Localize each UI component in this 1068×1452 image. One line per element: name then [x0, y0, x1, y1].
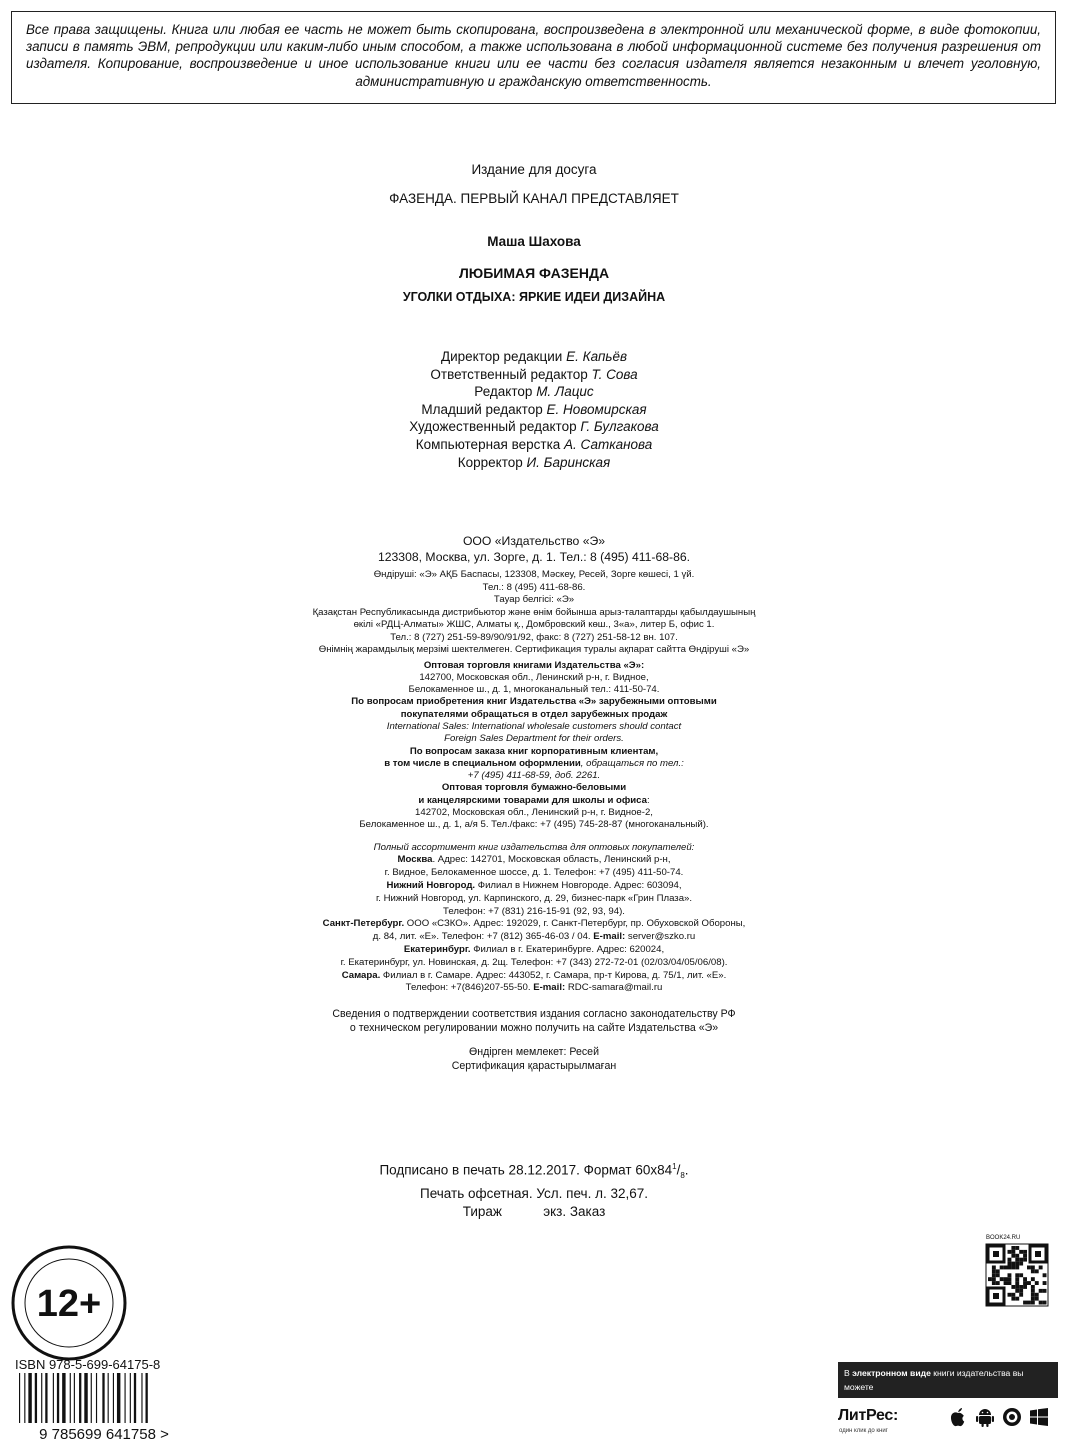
barcode-bar [113, 1373, 114, 1423]
barcode [13, 1373, 195, 1441]
qr-module [1019, 1285, 1023, 1289]
barcode-bar [146, 1373, 148, 1423]
qr-module [1039, 1289, 1043, 1293]
corporate-heading: По вопросам заказа книг корпоративным клиентам, [409, 745, 659, 757]
qr-module [1027, 1281, 1031, 1285]
isbn: ISBN 978-5-699-64175-8 [15, 1357, 161, 1372]
qr-module [1008, 1281, 1012, 1285]
barcode-bar [74, 1373, 75, 1423]
barcode-bar [70, 1373, 71, 1423]
qr-module [1011, 1250, 1015, 1254]
apple-icon [948, 1406, 968, 1428]
barcode-bar [79, 1373, 81, 1423]
litres-logo: ЛитРес: [838, 1407, 898, 1424]
qr-module [1008, 1273, 1012, 1277]
kz-footer: Өндірген мемлекет: Ресей Сертификация қарастырылмаған [451, 1046, 617, 1073]
qr-module [1004, 1281, 1008, 1285]
credit-row: Младший редактор Е. Новомирская [421, 401, 647, 417]
book-subtitle: УГОЛКИ ОТДЫХА: ЯРКИЕ ИДЕИ ДИЗАЙНА [402, 290, 666, 304]
qr-module [1023, 1258, 1027, 1262]
barcode-bar [117, 1373, 120, 1423]
qr-module [1035, 1297, 1039, 1301]
qr-module [1031, 1277, 1035, 1281]
credit-row: Компьютерная верстка А. Сатканова [415, 436, 653, 452]
author: Маша Шахова [487, 234, 581, 249]
barcode-bar [130, 1373, 131, 1423]
qr-module [1031, 1285, 1035, 1289]
qr-module [1035, 1293, 1039, 1297]
qr-module [1031, 1293, 1035, 1297]
qr-module [1011, 1254, 1015, 1258]
litres-promo [838, 1362, 1058, 1440]
qr-module [1035, 1269, 1039, 1273]
qr-module [1015, 1277, 1019, 1281]
litres-banner: В электронном виде книги издательства вы можете купить на www.litres.ru [838, 1362, 1058, 1398]
qr-module [992, 1277, 996, 1281]
qr-module [1023, 1285, 1027, 1289]
qr-module [1011, 1262, 1015, 1266]
qr-module [1027, 1266, 1031, 1270]
foreign-heading: По вопросам приобретения книг Издательства «Э» зарубежными оптовыми [351, 696, 717, 708]
barcode-bar [134, 1373, 136, 1423]
qr-module [1008, 1250, 1012, 1254]
qr-module [1019, 1273, 1023, 1277]
qr-module [1031, 1301, 1035, 1305]
qr-module [1023, 1301, 1027, 1305]
qr-module [1015, 1258, 1019, 1262]
edition-type: Издание для досуга [471, 162, 597, 177]
barcode-bar [35, 1373, 37, 1423]
qr-module [992, 1273, 996, 1277]
qr-module [1043, 1281, 1047, 1285]
qr-module [1004, 1266, 1008, 1270]
legal-info-block: Өндіруші: «Э» АҚБ Баспасы, 123308, Мәскеу, Ресей, Зорге көшесі, 1 үй. Тел.: 8 (495) 411-68-86. Тауар белгісі: «Э» Қазақстан Республикасында дистрибьютор және өнім бойынша арыз-талаптарды қабылдаушының өкілі «РДЦ-Алматы» ЖШС, Алматы қ., Домбровский көш., 3«а», литер Б, офис 1. Тел.: 8 (727) 251-59-89/90/91/92, факс: 8 (727) 251-58-12 вн. 107. Өнімнің жарамдылық мерзімі шектелмеген. Сертификация туралы ақпарат сайтта Өндіруші «Э» Оптовая торговля книгами Издательства «Э»: 142700, Московская обл., Ленинский р-н, г. Видное, Белокаменное ш., д. 1, многоканальный тел.: 411-50-74. По вопросам приобретения книг Издательства «Э» зарубежными оптовыми покупателями обращаться в отдел зарубежных продаж International Sales: International wholesale customers should contact Foreign Sales Department for their orders. По вопросам заказа книг корпоративным клиентам, в том числе в специальном оформлении, обращаться по тел.: +7 (495) 411-68-59, доб. 2261. Оптовая торговля бумажно-беловыми и канцелярскими товарами для школы и офиса: 142702, Московская обл., Ленинский р-н, г. Видное-2, Белокаменное ш., д. 1, а/я 5. Тел./факс: +7 (495) 745-28-87 (многоканальный). Полный ассортимент книг издательства для оптовых покупателей: Москва. Адрес: 142701, Московская область, Ленинский р-н, г. Видное, Белокаменное шоссе, д. 1. Телефон: +7 (495) 411-50-74. Нижний Новгород. Филиал в Нижнем Новгороде. Адрес: 603094, г. Нижний Новгород, ул. Карпинского, д. 29, бизнес-парк «Грин Плаза». Телефон: +7 (831) 216-15-91 (92, 93, 94). Санкт-Петербург. ООО «СЗКО». Адрес: 192029, г. Санкт-Петербург, пр. Обуховской Обороны, д. 84, лит. «Е». Телефон: +7 (812) 365-46-03 / 04. E-mail: server@szko.ru Екатеринбург. Филиал в г. Екатеринбурге. Адрес: 620024, г. Екатеринбург, ул. Новинская, д. 2щ. Телефон: +7 (343) 272-72-01 (02/03/04/05/06/08). Самара. Филиал в г. Самаре. Адрес: 443052, г. Самара, пр-т Кирова, д. 75/1, лит. «Е». Телефон: +7(846)207-55-50. E-mail: RDC-samara@mail.ru Сведения о подтверждении соответствия издания согласно законодательству РФ о техническом регулировании можно получить на сайте Издательства «Э» Өндірген мемлекет: Ресей Сертификация қарастырылмаған [0, 569, 1068, 1073]
qr-module [1011, 1297, 1015, 1301]
qr-module [1008, 1277, 1012, 1281]
barcode-bar [57, 1373, 59, 1423]
blackberry-icon [1002, 1406, 1022, 1428]
qr-module [1043, 1273, 1047, 1277]
qr-module [1031, 1266, 1035, 1270]
qr-module [1023, 1281, 1027, 1285]
publisher-block [0, 534, 1068, 565]
qr-module [1000, 1277, 1004, 1281]
conformity-notice: Сведения о подтверждении соответствия издания согласно законодательству РФ о техническом регулировании можно получить на сайте Издательства «Э» [332, 1008, 736, 1035]
publisher-name: ООО «Издательство «Э» [462, 534, 606, 548]
qr-module [1008, 1262, 1012, 1266]
credit-row: Ответственный редактор Т. Сова [430, 366, 638, 382]
barcode-bar [102, 1373, 104, 1423]
qr-module [1015, 1266, 1019, 1270]
qr-module [1015, 1289, 1019, 1293]
credit-row: Директор редакции Е. Капьёв [440, 349, 628, 364]
qr-module [992, 1266, 996, 1270]
qr-module [1008, 1266, 1012, 1270]
wholesale-heading: Оптовая торговля книгами Издательства «Э»: [423, 659, 645, 671]
svg-text:BOOK24.RU: BOOK24.RU [986, 1235, 1021, 1241]
qr-module [1031, 1297, 1035, 1301]
qr-module [1008, 1293, 1012, 1297]
qr-module [1023, 1254, 1027, 1258]
qr-module [1015, 1254, 1019, 1258]
qr-code [966, 1230, 1062, 1326]
qr-module [1011, 1246, 1015, 1250]
barcode-bar [41, 1373, 42, 1423]
qr-module [988, 1277, 992, 1281]
qr-module [1019, 1289, 1023, 1293]
qr-module [1015, 1281, 1019, 1285]
qr-module [1019, 1293, 1023, 1297]
qr-module [1000, 1266, 1004, 1270]
series-title: ФАЗЕНДА. ПЕРВЫЙ КАНАЛ ПРЕДСТАВЛЯЕТ [389, 191, 679, 206]
qr-module [1011, 1293, 1015, 1297]
qr-module [1015, 1285, 1019, 1289]
imprint-block: Подписано в печать 28.12.2017. Формат $60x84^1/_8$. Печать офсетная. Усл. печ. л. 32,67. Тираж экз. Заказ [379, 1162, 689, 1219]
barcode-bar [53, 1373, 54, 1423]
platform-icons [948, 1406, 1049, 1428]
qr-module [1019, 1250, 1023, 1254]
qr-module [1015, 1262, 1019, 1266]
barcode-bar [96, 1373, 97, 1423]
svg-text:12+: 12+ [36, 1283, 102, 1325]
age-rating-badge [10, 1244, 128, 1362]
qr-module [1023, 1277, 1027, 1281]
qr-module [1015, 1246, 1019, 1250]
qr-module [1011, 1266, 1015, 1270]
barcode-bar [24, 1373, 25, 1423]
qr-module [1031, 1269, 1035, 1273]
qr-module [1043, 1301, 1047, 1305]
qr-module [1023, 1250, 1027, 1254]
qr-module [992, 1281, 996, 1285]
credit-row: Корректор И. Баринская [457, 454, 611, 470]
svg-text:9 785699 641758 >: 9 785699 641758 > [39, 1426, 169, 1441]
qr-module [1043, 1289, 1047, 1293]
barcode-bar [91, 1373, 92, 1423]
barcode-bar [84, 1373, 87, 1423]
barcode-bar [141, 1373, 142, 1423]
barcode-bar [45, 1373, 47, 1423]
regions-block: Полный ассортимент книг издательства для оптовых покупателей: Москва. Адрес: 142701, Московская область, Ленинский р-н, г. Видное, Белокаменное шоссе, д. 1. Телефон: +7 (495) 411-50-74. Нижний Новгород. Филиал в Нижнем Новгороде. Адрес: 603094, г. Нижний Новгород, ул. Карпинского, д. 29, бизнес-парк «Грин Плаза». Телефон: +7 (831) 216-15-91 (92, 93, 94). Санкт-Петербург. ООО «СЗКО». Адрес: 192029, г. Санкт-Петербург, пр. Обуховской Обороны, д. 84, лит. «Е». Телефон: +7 (812) 365-46-03 / 04. E-mail: server@szko.ru Екатеринбург. Филиал в г. Екатеринбурге. Адрес: 620024, г. Екатеринбург, ул. Новинская, д. 2щ. Телефон: +7 (343) 272-72-01 (02/03/04/05/06/08). Самара. Филиал в г. Самаре. Адрес: 443052, г. Самара, пр-т Кирова, д. 75/1, лит. «Е». Телефон: +7(846)207-55-50. E-mail: RDC-samara@mail.ru [322, 841, 746, 994]
credit-row: Редактор М. Лацис [474, 384, 594, 400]
qr-module [1004, 1277, 1008, 1281]
qr-module [1015, 1297, 1019, 1301]
qr-module [996, 1281, 1000, 1285]
publisher-address: 123308, Москва, ул. Зорге, д. 1. Тел.: 8 (495) 411-68-86. [377, 549, 691, 564]
qr-module [1039, 1301, 1043, 1305]
barcode-bar [62, 1373, 65, 1423]
barcode-bar [125, 1373, 126, 1423]
qr-module [992, 1269, 996, 1273]
qr-module [1019, 1262, 1023, 1266]
book-title: ЛЮБИМАЯ ФАЗЕНДА [458, 265, 610, 281]
litres-tagline: один клик до книг [839, 1428, 888, 1434]
qr-module [1008, 1258, 1012, 1262]
barcode-bar [19, 1373, 20, 1423]
qr-module [1015, 1273, 1019, 1277]
qr-module [1027, 1301, 1031, 1305]
qr-module [1031, 1289, 1035, 1293]
qr-module [1035, 1281, 1039, 1285]
copyright-notice: Все права защищены. Книга или любая ее часть не может быть скопирована, воспроизведена в электронной или механической форме, в виде фотокопии, записи в память ЭВМ, репродукции или каким-либо иным способом, а также использована в любой информационной системе без получения разрешения от издателя. Копирование, воспроизведение и иное использование книги или ее части без согласия издателя является незаконным и влечет уголовную, административную и гражданскую ответственность. [11, 11, 1056, 104]
qr-module [996, 1269, 1000, 1273]
stationery-heading: Оптовая торговля бумажно-беловыми [441, 782, 627, 794]
credit-row: Художественный редактор Г. Булгакова [409, 419, 659, 435]
qr-module [1011, 1285, 1015, 1289]
credits-list [0, 348, 1068, 471]
windows-icon [1029, 1406, 1049, 1428]
android-icon [975, 1406, 995, 1428]
barcode-bar [108, 1373, 109, 1423]
qr-module [1039, 1266, 1043, 1270]
barcode-bar [28, 1373, 31, 1423]
qr-module [1019, 1258, 1023, 1262]
qr-module [996, 1273, 1000, 1277]
